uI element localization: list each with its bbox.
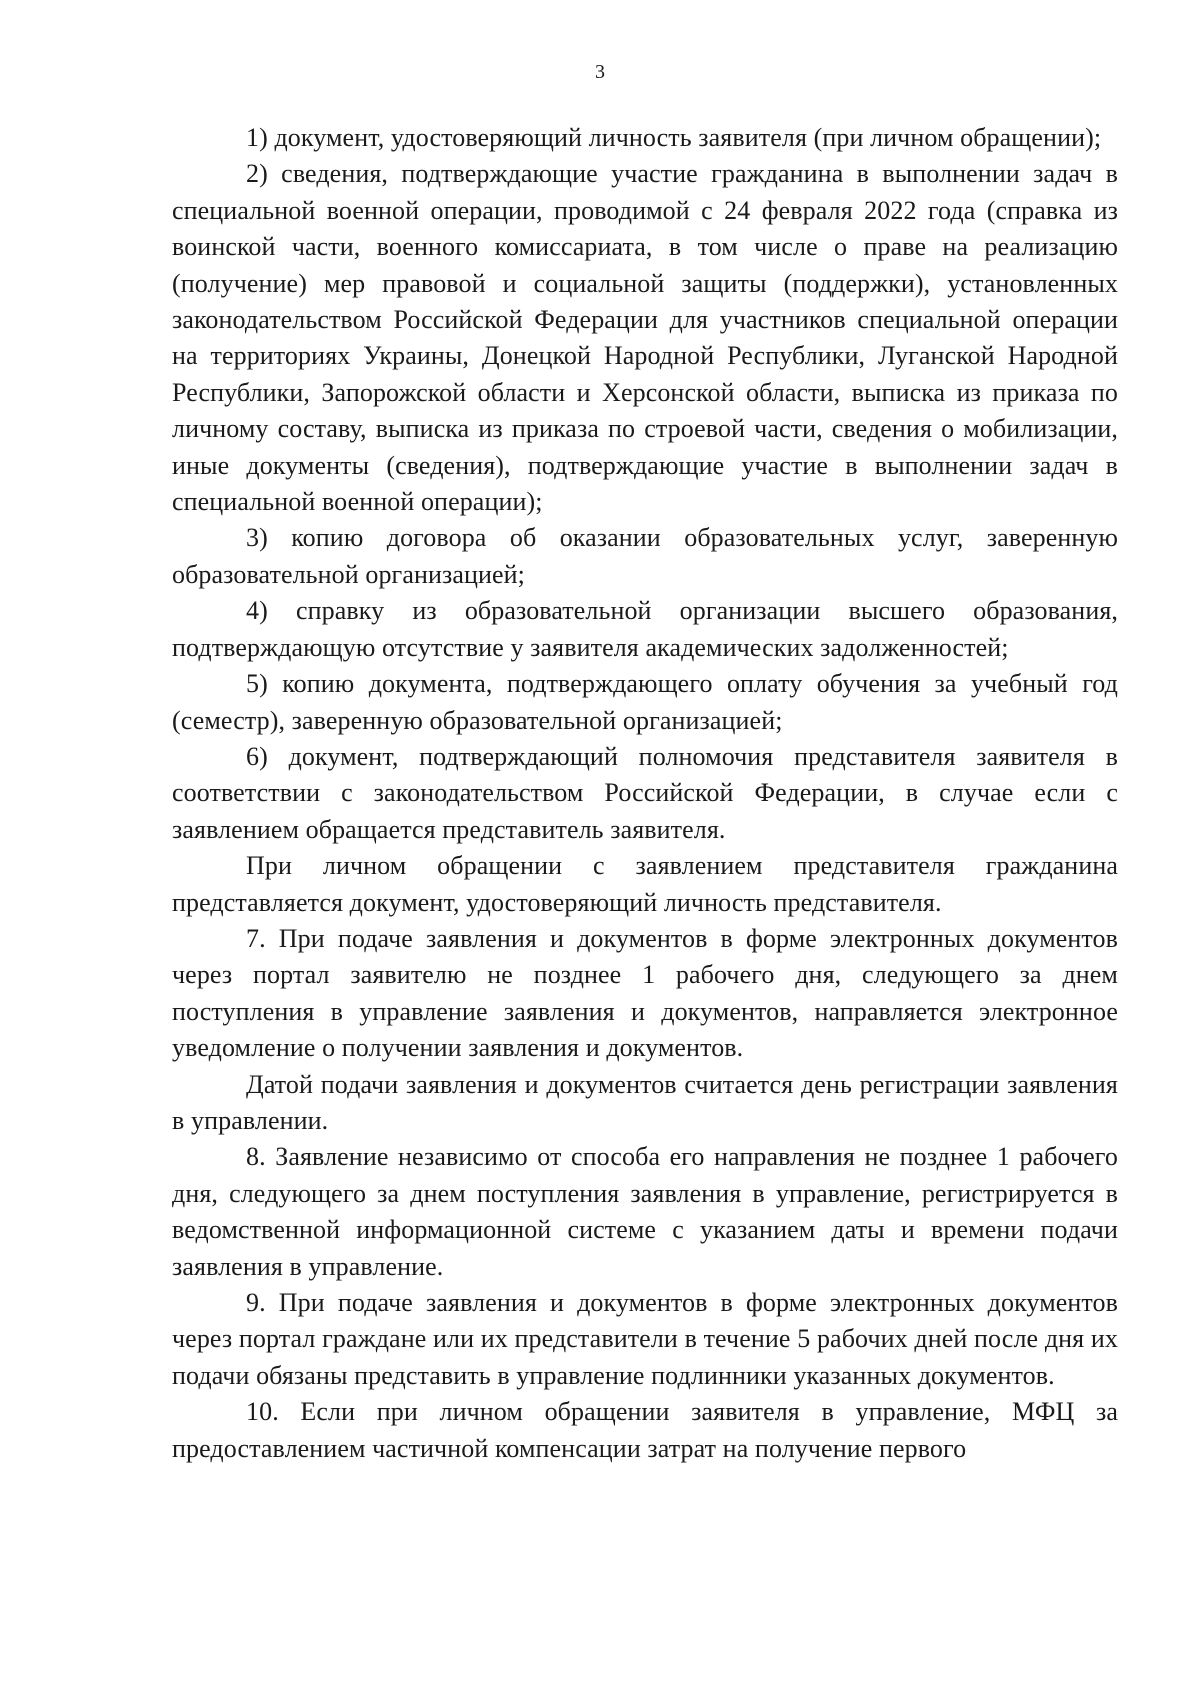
document-body <box>172 120 1118 1467</box>
paragraph-item-4: 4) справку из образовательной организации высшего образования, подтверждающую отсутствие у заявителя академических задолженностей; <box>172 596 1118 662</box>
paragraph-item-2: 2) сведения, подтверждающие участие гражданина в выполнении задач в специальной военной операции, проводимой с 24 февраля 2022 года (справка из воинской части, военного комиссариата, в том числе о праве на реализацию (получение) мер правовой и социальной защиты (поддержки), установленных законодательством Российской Федерации для участников специальной операции на территориях Украины, Донецкой Народной Республики, Луганской Народной Республики, Запорожской области и Херсонской области, выписка из приказа по личному составу, выписка из приказа по строевой части, сведения о мобилизации, иные документы (сведения), подтверждающие участие в выполнении задач в специальной военной операции); <box>172 159 1118 517</box>
paragraph-item-1: 1) документ, удостоверяющий личность заявителя (при личном обращении); <box>246 123 1102 152</box>
paragraph-item-3: 3) копию договора об оказании образовательных услуг, заверенную образовательной организацией; <box>172 523 1118 589</box>
paragraph-section-7: 7. При подаче заявления и документов в форме электронных документов через портал заявителю не позднее 1 рабочего дня, следующего за днем поступления в управление заявления и документов, направляется электронное уведомление о получении заявления и документов. <box>172 923 1118 1063</box>
paragraph-item-6: 6) документ, подтверждающий полномочия представителя заявителя в соответствии с законодательством Российской Федерации, в случае если с заявлением обращается представитель заявителя. <box>172 741 1118 844</box>
paragraph-section-9: 9. При подаче заявления и документов в форме электронных документов через портал граждане или их представители в течение 5 рабочих дней после дня их подачи обязаны представить в управление подлинники указанных документов. <box>172 1288 1118 1390</box>
paragraph-item-5: 5) копию документа, подтверждающего оплату обучения за учебный год (семестр), заверенную образовательной организацией; <box>172 669 1118 735</box>
paragraph-section-8: 8. Заявление независимо от способа его направления не позднее 1 рабочего дня, следующего за днем поступления заявления в управление, регистрируется в ведомственной информационной системе с указанием даты и времени подачи заявления в управление. <box>172 1142 1118 1281</box>
page-number: 3 <box>595 61 605 83</box>
paragraph-section-10: 10. Если при личном обращении заявителя в управление, МФЦ за предоставлением частичной компенсации затрат на получение первого <box>172 1397 1118 1463</box>
paragraph-representative: При личном обращении с заявлением представителя гражданина представляется документ, удостоверяющий личность представителя. <box>172 851 1118 917</box>
paragraph-filing-date: Датой подачи заявления и документов считается день регистрации заявления в управлении. <box>172 1069 1118 1135</box>
